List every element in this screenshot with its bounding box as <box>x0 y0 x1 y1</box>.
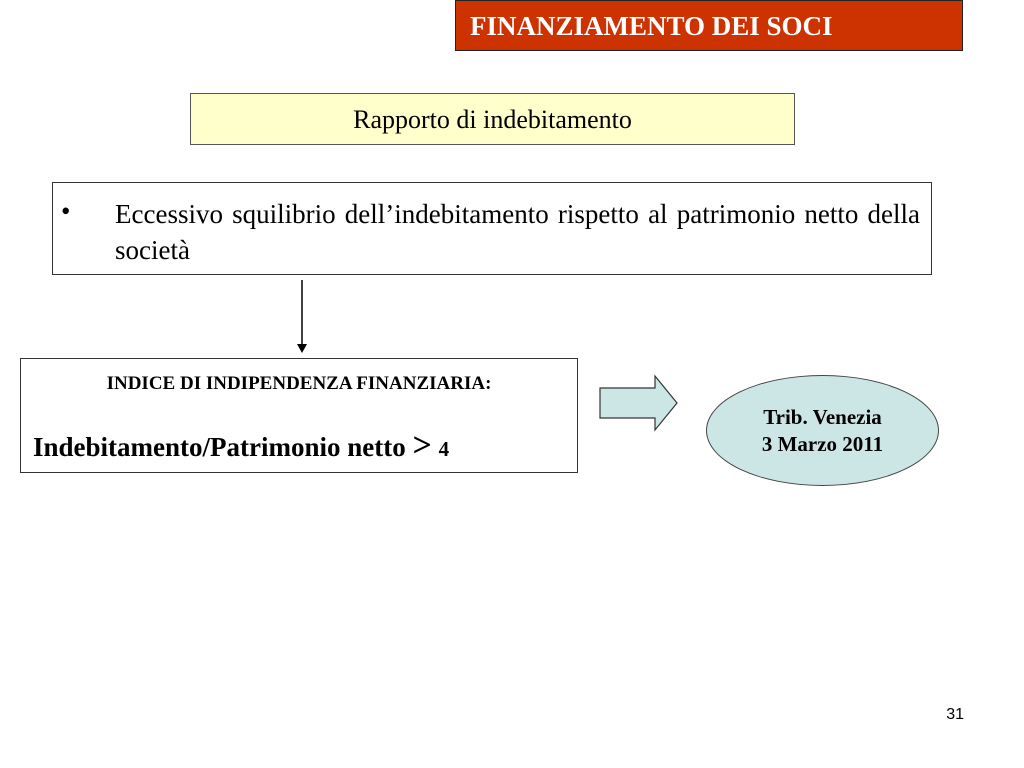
slide-title: FINANZIAMENTO DEI SOCI <box>455 0 963 51</box>
down-arrow-icon <box>297 280 307 353</box>
subtitle-box: Rapporto di indebitamento <box>190 93 795 145</box>
bullet-marker: • <box>61 196 71 226</box>
right-arrow-icon <box>600 376 677 430</box>
court-ellipse <box>706 375 939 486</box>
court-name: Trib. Venezia <box>763 404 882 429</box>
index-label: INDICE DI INDIPENDENZA FINANZIARIA: <box>106 373 492 394</box>
formula-threshold: 4 <box>438 437 450 461</box>
formula-text: Indebitamento/Patrimonio netto <box>33 432 406 462</box>
bullet-text: Eccessivo squilibrio dell’indebitamento rispetto al patrimonio netto della società <box>115 199 920 265</box>
bullet-box <box>52 182 932 275</box>
index-formula <box>33 427 449 465</box>
court-date: 3 Marzo 2011 <box>761 431 884 456</box>
page-number: 31 <box>946 706 964 723</box>
formula-operator: > <box>412 427 432 464</box>
index-box <box>20 358 578 473</box>
